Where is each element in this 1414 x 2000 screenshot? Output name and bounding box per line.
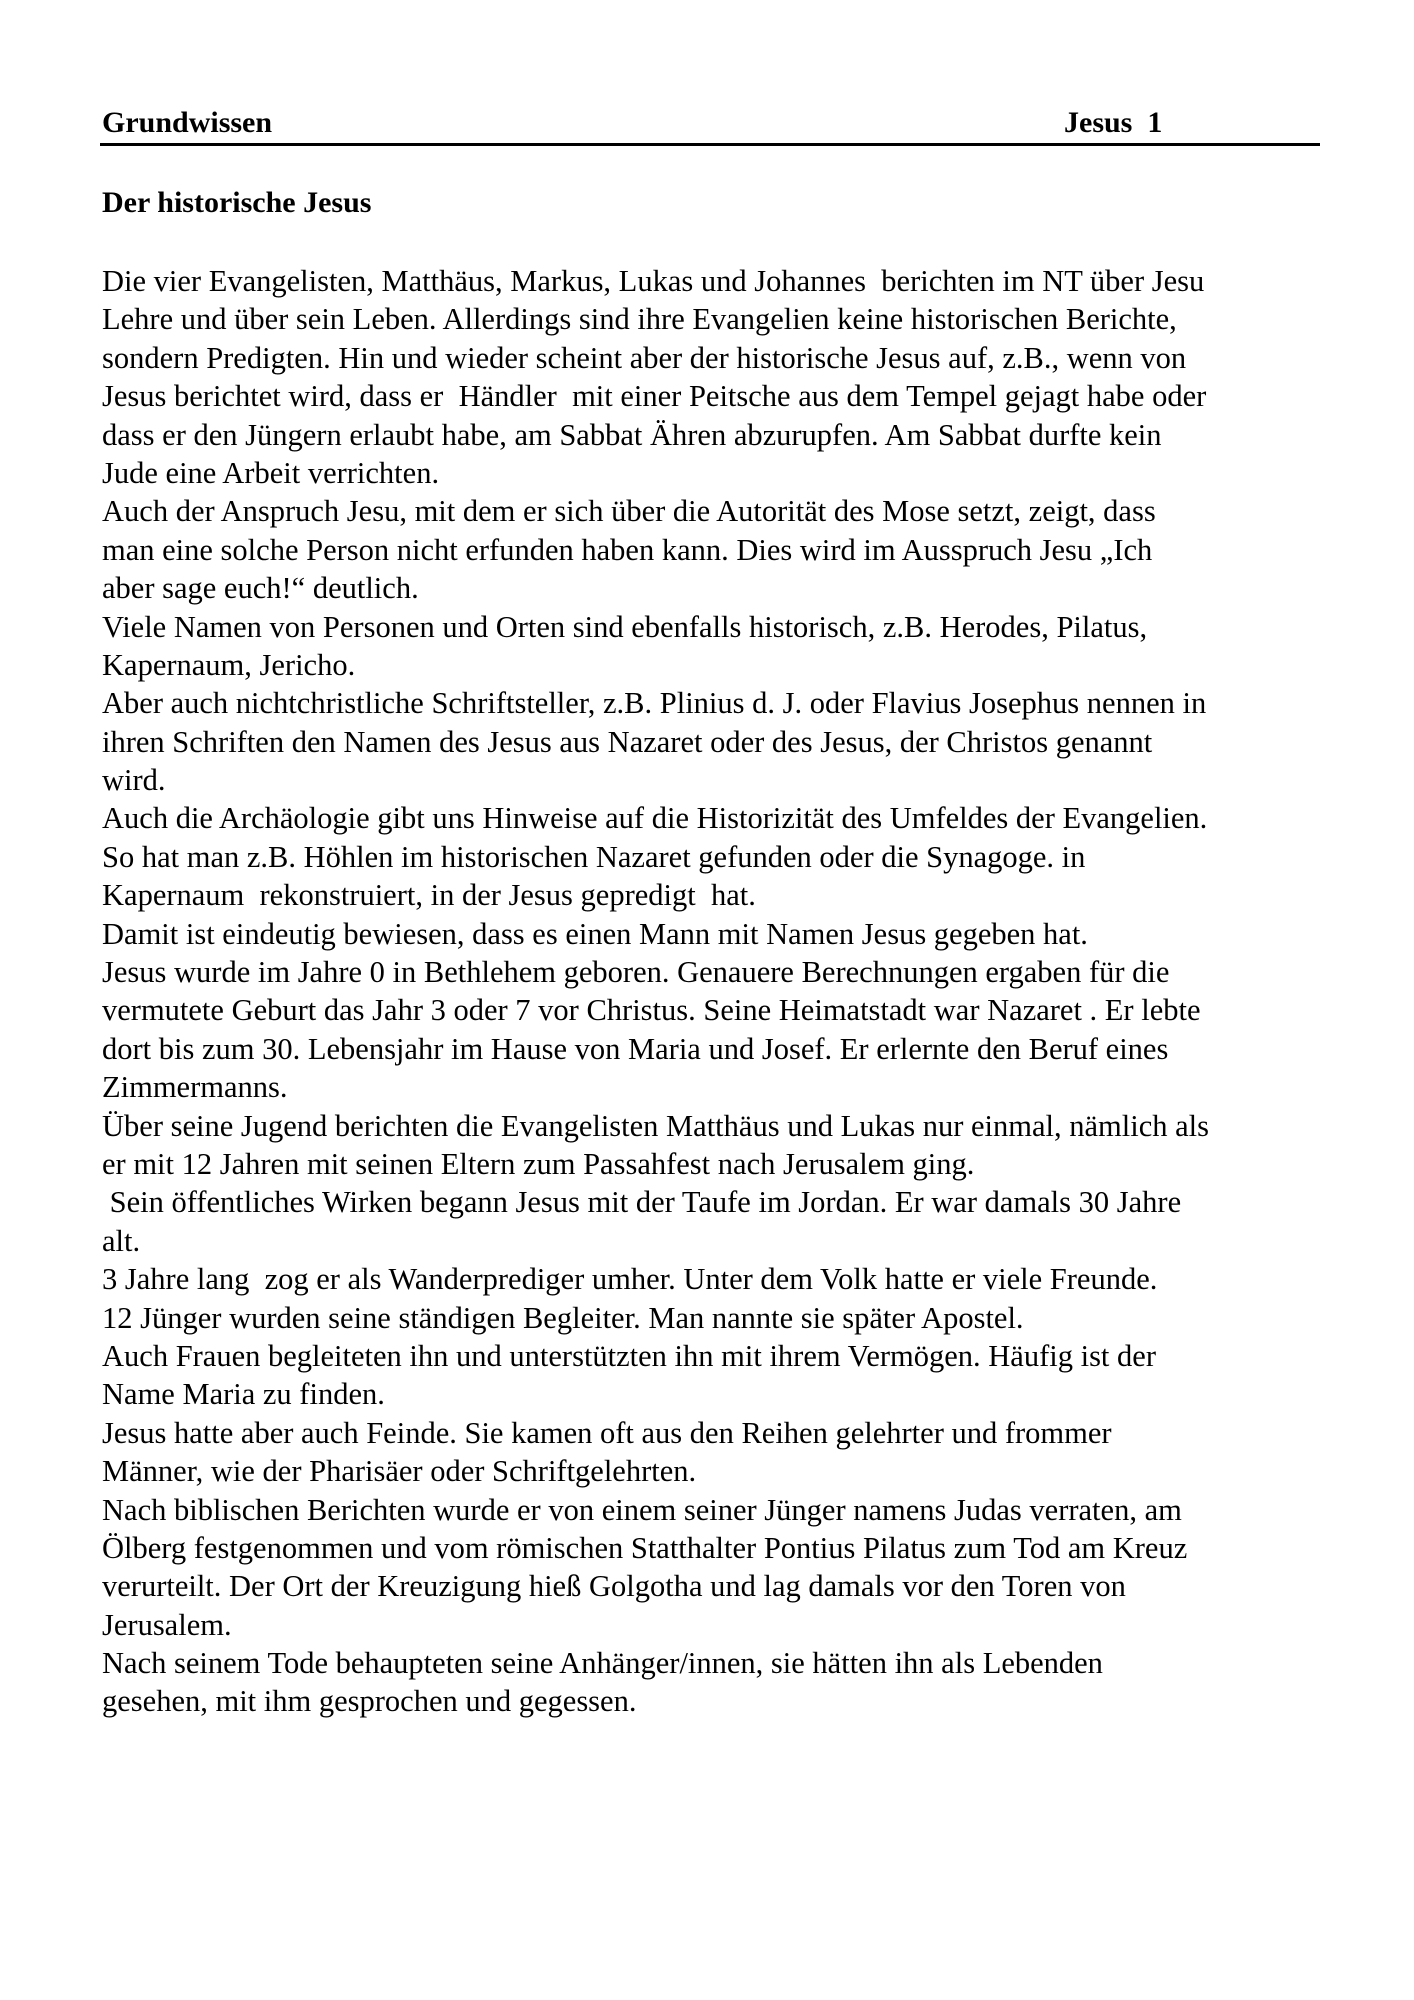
text-line: Auch Frauen begleiteten ihn und unterstützten ihn mit ihrem Vermögen. Häufig ist der bbox=[102, 1338, 1156, 1373]
text-line: alt. bbox=[102, 1223, 141, 1258]
text-line: vermutete Geburt das Jahr 3 oder 7 vor Christus. Seine Heimatstadt war Nazaret . Er lebte bbox=[102, 993, 1201, 1028]
text-line: Jesus wurde im Jahre 0 in Bethlehem geboren. Genauere Berechnungen ergaben für die bbox=[102, 955, 1170, 990]
text-line: Männer, wie der Pharisäer oder Schriftgelehrten. bbox=[102, 1454, 697, 1489]
text-line: dass er den Jüngern erlaubt habe, am Sabbat Ähren abzurupfen. Am Sabbat durfte kein bbox=[102, 417, 1162, 452]
text-line: Die vier Evangelisten, Matthäus, Markus, Lukas und Johannes berichten im NT über Jesu bbox=[102, 264, 1205, 298]
text-line: Jesus berichtet wird, dass er Händler mit einer Peitsche aus dem Tempel gejagt habe oder bbox=[102, 379, 1207, 414]
text-line: Jerusalem. bbox=[102, 1607, 232, 1642]
text-line: Aber auch nichtchristliche Schriftsteller, z.B. Plinius d. J. oder Flavius Josephus nennen in bbox=[102, 686, 1207, 721]
text-line: Ölberg festgenommen und vom römischen Statthalter Pontius Pilatus zum Tod am Kreuz bbox=[102, 1530, 1188, 1565]
body-text bbox=[102, 262, 1342, 1721]
text-line: ihren Schriften den Namen des Jesus aus Nazaret oder des Jesus, der Christos genannt bbox=[102, 724, 1153, 759]
document-title: Der historische Jesus bbox=[102, 186, 372, 219]
text-line: Viele Namen von Personen und Orten sind ebenfalls historisch, z.B. Herodes, Pilatus, bbox=[102, 609, 1148, 644]
text-line: verurteilt. Der Ort der Kreuzigung hieß Golgotha und lag damals vor den Toren von bbox=[102, 1569, 1126, 1604]
text-line: Sein öffentliches Wirken begann Jesus mit der Taufe im Jordan. Er war damals 30 Jahre bbox=[102, 1185, 1182, 1220]
page-header bbox=[100, 103, 1320, 146]
text-line: wird. bbox=[102, 763, 166, 798]
text-line: Jude eine Arbeit verrichten. bbox=[102, 455, 440, 490]
text-line: man eine solche Person nicht erfunden haben kann. Dies wird im Ausspruch Jesu „Ich bbox=[102, 532, 1153, 567]
text-line: Nach seinem Tode behaupteten seine Anhänger/innen, sie hätten ihn als Lebenden bbox=[102, 1646, 1103, 1681]
text-line: dort bis zum 30. Lebensjahr im Hause von Maria und Josef. Er erlernte den Beruf eines bbox=[102, 1031, 1169, 1066]
text-line: Kapernaum rekonstruiert, in der Jesus gepredigt hat. bbox=[102, 878, 756, 913]
text-line: Lehre und über sein Leben. Allerdings sind ihre Evangelien keine historischen Berichte, bbox=[102, 302, 1177, 337]
text-line: Zimmermanns. bbox=[102, 1070, 288, 1105]
text-line: Auch der Anspruch Jesu, mit dem er sich über die Autorität des Mose setzt, zeigt, dass bbox=[102, 494, 1156, 529]
text-line: sondern Predigten. Hin und wieder scheint aber der historische Jesus auf, z.B., wenn von bbox=[102, 340, 1187, 375]
header-subject: Grundwissen bbox=[102, 106, 273, 139]
text-line: 12 Jünger wurden seine ständigen Begleiter. Man nannte sie später Apostel. bbox=[102, 1300, 1024, 1335]
text-line: Damit ist eindeutig bewiesen, dass es einen Mann mit Namen Jesus gegeben hat. bbox=[102, 916, 1088, 951]
text-line: aber sage euch!“ deutlich. bbox=[102, 571, 419, 606]
header-topic-number: Jesus 1 bbox=[1064, 106, 1163, 139]
text-line: gesehen, mit ihm gesprochen und gegessen. bbox=[102, 1684, 637, 1719]
text-line: Kapernaum, Jericho. bbox=[102, 647, 356, 682]
text-line: So hat man z.B. Höhlen im historischen Nazaret gefunden oder die Synagoge. in bbox=[102, 839, 1086, 874]
text-line: Nach biblischen Berichten wurde er von einem seiner Jünger namens Judas verraten, am bbox=[102, 1492, 1182, 1527]
text-line: Auch die Archäologie gibt uns Hinweise auf die Historizität des Umfeldes der Evangelien. bbox=[102, 801, 1208, 836]
text-line: Name Maria zu finden. bbox=[102, 1377, 385, 1412]
text-line: er mit 12 Jahren mit seinen Eltern zum Passahfest nach Jerusalem ging. bbox=[102, 1146, 975, 1181]
text-line: Über seine Jugend berichten die Evangelisten Matthäus und Lukas nur einmal, nämlich als bbox=[102, 1108, 1210, 1143]
text-line: 3 Jahre lang zog er als Wanderprediger umher. Unter dem Volk hatte er viele Freunde. bbox=[102, 1262, 1158, 1297]
text-line: Jesus hatte aber auch Feinde. Sie kamen oft aus den Reihen gelehrter und frommer bbox=[102, 1415, 1112, 1450]
